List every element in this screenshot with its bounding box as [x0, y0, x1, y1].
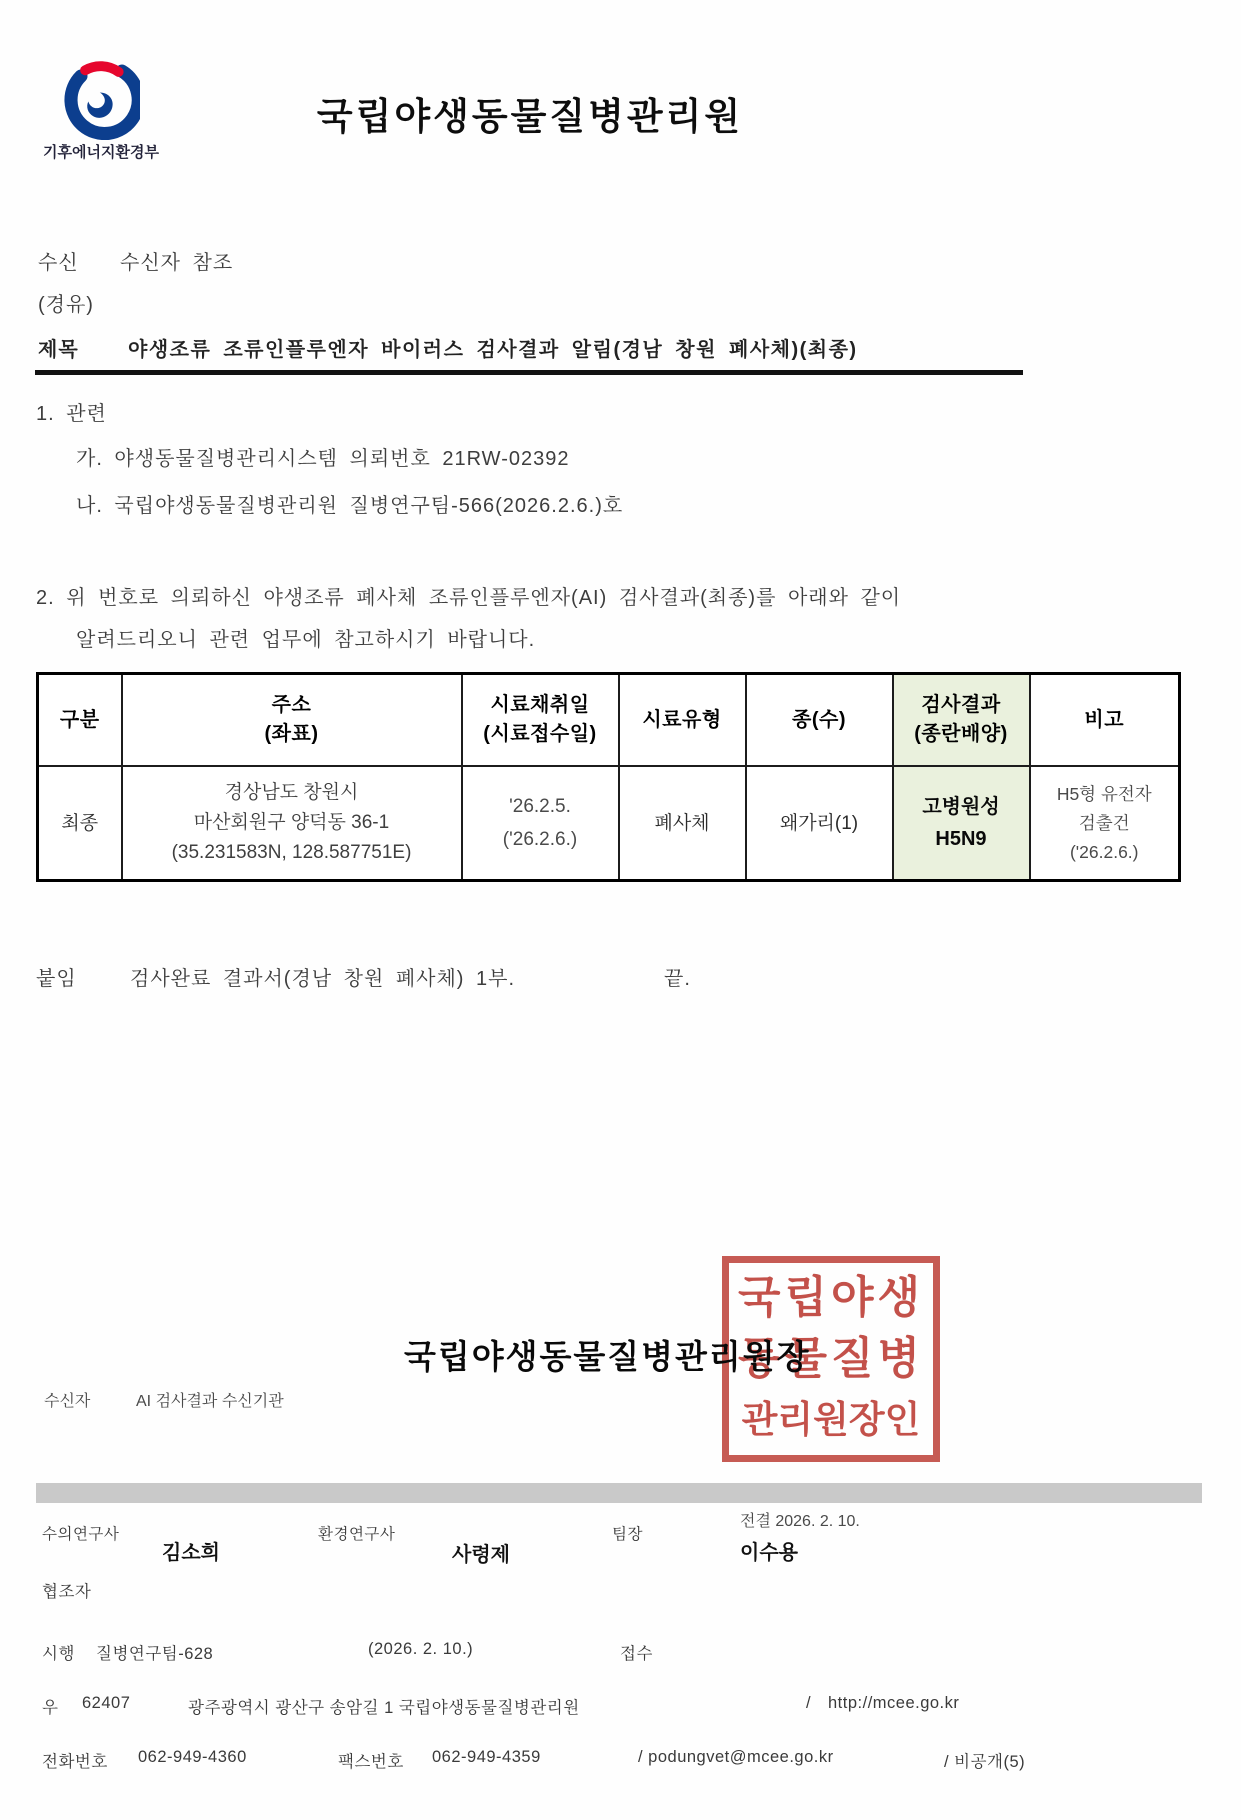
approver-role-2: 환경연구사: [318, 1526, 396, 1543]
section-2-line-1: 2. 위 번호로 의뢰하신 야생조류 폐사체 조류인플루엔자(AI) 검사결과(최종)를 아래와 같이: [36, 587, 902, 609]
recipients-value: AI 검사결과 수신기관: [136, 1393, 284, 1410]
enforce-doc-number: 질병연구팀-628: [96, 1645, 214, 1663]
approver-role-3: 팀장: [612, 1526, 643, 1543]
delegated-approval-date: 전결 2026. 2. 10.: [740, 1513, 860, 1530]
recipients-label: 수신자: [44, 1393, 91, 1410]
fax-number: 062-949-4359: [432, 1748, 541, 1766]
enforce-date: (2026. 2. 10.): [368, 1640, 474, 1658]
phone-number: 062-949-4360: [138, 1748, 247, 1766]
subject-value: 야생조류 조류인플루엔자 바이러스 검사결과 알림(경남 창원 폐사체)(최종): [128, 339, 858, 361]
approver-role-1: 수의연구사: [42, 1526, 120, 1543]
cell-gubun: 최종: [38, 766, 122, 881]
stamp-text-line: 국립야생: [737, 1273, 924, 1323]
section-2-line-2: 알려드리오니 관련 업무에 참고하시기 바랍니다.: [76, 629, 536, 651]
test-result-table: [36, 672, 1181, 882]
cell-species: 왜가리(1): [746, 766, 893, 881]
zip-code: 62407: [82, 1694, 131, 1712]
header-sample-date: 시료채취일 (시료접수일): [462, 674, 619, 767]
section-1-item-b: 나. 국립야생동물질병관리원 질병연구팀-566(2026.2.6.)호: [76, 495, 624, 517]
email-address: / podungvet@mcee.go.kr: [638, 1748, 834, 1766]
approver-signature-1: 김소희: [162, 1542, 220, 1564]
phone-label: 전화번호: [42, 1753, 108, 1771]
cell-result: 고병원성 H5N9: [893, 766, 1030, 881]
section-1-item-a: 가. 야생동물질병관리시스템 의뢰번호 21RW-02392: [76, 448, 570, 470]
approver-signature-2: 사령제: [452, 1544, 510, 1566]
recipient-value: 수신자 참조: [120, 252, 234, 274]
header-result: 검사결과 (종란배양): [893, 674, 1030, 767]
attachment-label: 붙임: [36, 968, 77, 990]
subject-label: 제목: [38, 339, 79, 361]
stamp-text-line: 동물질병: [737, 1333, 924, 1383]
subject-divider: [35, 370, 1023, 375]
table-row: [38, 766, 1180, 881]
approver-signature-3: 이수용: [740, 1542, 798, 1564]
stamp-text-line: 관리원장인: [741, 1398, 921, 1440]
disclosure-status: / 비공개(5): [944, 1753, 1026, 1771]
address-separator: /: [806, 1694, 812, 1712]
fax-label: 팩스번호: [338, 1753, 404, 1771]
zip-label: 우: [42, 1699, 59, 1717]
cell-sample-type: 폐사체: [619, 766, 746, 881]
header-species: 종(수): [746, 674, 893, 767]
header-gubun: 구분: [38, 674, 122, 767]
section-1-title: 1. 관련: [36, 403, 107, 425]
recipient-label: 수신: [38, 252, 79, 274]
cell-address: 경상남도 창원시 마산회원구 양덕동 36-1 (35.231583N, 128.587751E): [122, 766, 462, 881]
document-title: 국립야생동물질병관리원: [316, 96, 744, 137]
signing-authority-title: 국립야생동물질병관리원장: [404, 1338, 811, 1375]
office-address: 광주광역시 광산구 송암길 1 국립야생동물질병관리원: [188, 1699, 580, 1717]
table-header-row: [38, 674, 1180, 767]
website-url: http://mcee.go.kr: [828, 1694, 960, 1712]
via-line: (경유): [38, 294, 94, 316]
header-note: 비고: [1030, 674, 1180, 767]
attachment-end: 끝.: [664, 968, 691, 990]
enforce-label: 시행: [42, 1645, 75, 1663]
header-sample-type: 시료유형: [619, 674, 746, 767]
cooperator-label: 협조자: [42, 1583, 92, 1601]
footer-divider-bar: [36, 1483, 1202, 1503]
cell-note: H5형 유전자 검출건 ('26.2.6.): [1030, 766, 1180, 881]
header-address: 주소 (좌표): [122, 674, 462, 767]
government-emblem-icon: [58, 58, 140, 140]
receipt-label: 접수: [620, 1645, 653, 1663]
attachment-text: 검사완료 결과서(경남 창원 폐사체) 1부.: [130, 968, 516, 990]
ministry-name: 기후에너지환경부: [43, 144, 159, 161]
cell-sample-date: '26.2.5. ('26.2.6.): [462, 766, 619, 881]
